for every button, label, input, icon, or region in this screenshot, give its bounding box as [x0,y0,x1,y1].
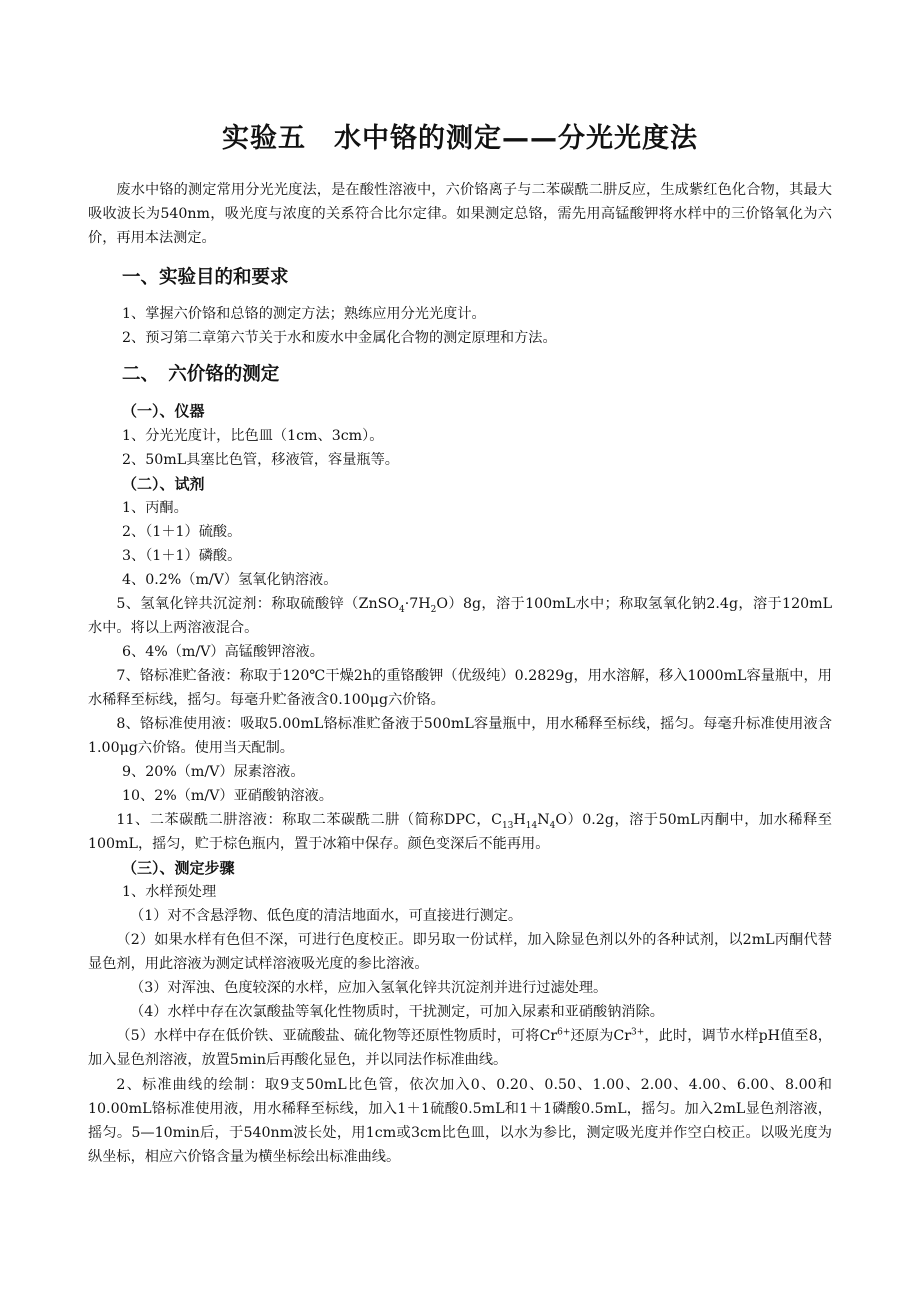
reagent-9: 9、20%（m/V）尿素溶液。 [122,764,305,780]
instrument-item-2: 2、50mL具塞比色管，移液管，容量瓶等。 [122,452,399,468]
step-2-standard-curve: 2、标准曲线的绘制：取9支50mL比色管，依次加入0、0.20、0.50、1.00、2.00、4.00、6.00、8.00和10.00mL铬标准使用液，用水稀释至标线，加入1＋1硫酸0.5mL和1＋1磷酸0.5mL，摇匀。加入2mL显色剂溶液，摇匀。5—10min后，于540nm波长处，用1cm或3cm比色皿，以水为参比，测定吸光度并作空白校正。以吸光度为纵坐标，相应六价铬含量为横坐标绘出标准曲线。 [88,1077,832,1165]
section1-item-1: 1、掌握六价铬和总铬的测定方法；熟练应用分光光度计。 [122,306,486,322]
reagents-heading: （二）、试剂 [122,475,205,493]
reagent-2: 2、（1＋1）硫酸。 [122,524,242,540]
instrument-item-1: 1、分光光度计，比色皿（1cm、3cm）。 [122,428,384,444]
reagent-4: 4、0.2%（m/V）氢氧化钠溶液。 [122,572,338,588]
section2-heading: 二、 六价铬的测定 [122,364,280,385]
section1-item-2: 2、预习第二章第六节关于水和废水中金属化合物的测定原理和方法。 [122,330,557,346]
reagent-3: 3、（1＋1）磷酸。 [122,548,242,564]
step-1-part-5: （5）水样中存在低价铁、亚硫酸盐、硫化物等还原性物质时，可将$Cr^{6+}$还原为$Cr^{3+}$，此时，调节水样pH值至8，加入显色剂溶液，放置5min后再酸化显色，并以同法作标准曲线。 [88,1027,832,1068]
reagent-10: 10、2%（m/V）亚硝酸钠溶液。 [122,788,333,804]
reagent-11: 11、二苯碳酰二肼溶液：称取二苯碳酰二肼（简称DPC，$C_{13}H_{14}N_4O)0.2g$，溶于50mL丙酮中，加水稀释至100mL，摇匀，贮于棕色瓶内，置于冰箱中保存。颜色变深后不能再用。 [88,812,832,852]
instruments-heading: （一）、仪器 [122,402,205,420]
reagent-5: 5、氢氧化锌共沉淀剂：称取硫酸锌$(ZnSO_4\cdot 7H_2O)8g$，溶于100mL水中；称取氢氧化钠2.4g，溶于120mL水中。将以上两溶液混合。 [88,596,833,636]
step-1-title: 1、水样预处理 [122,884,217,900]
section1-heading: 一、实验目的和要求 [122,267,289,288]
reagent-6: 6、4%（m/V）高锰酸钾溶液。 [122,644,324,660]
steps-heading: （三）、测定步骤 [122,859,235,877]
intro-paragraph: 废水中铬的测定常用分光光度法，是在酸性溶液中，六价铬离子与二苯碳酰二肼反应，生成紫红色化合物，其最大吸收波长为540nm，吸光度与浓度的关系符合比尔定律。如果测定总铬，需先用高锰酸钾将水样中的三价铬氧化为六价，再用本法测定。 [88,182,832,246]
step-1-part-1: （1）对不含悬浮物、低色度的清洁地面水，可直接进行测定。 [130,908,523,924]
reagent-7: 7、铬标准贮备液：称取于120℃干燥2h的重铬酸钾（优级纯）0.2829g，用水溶解，移入1000mL容量瓶中，用水稀释至标线，摇匀。每毫升贮备液含0.100μg六价铬。 [88,668,832,708]
step-1-part-3: （3）对浑浊、色度较深的水样，应加入氢氧化锌共沉淀剂并进行过滤处理。 [130,980,608,996]
page-title: 实验五 水中铬的测定——分光光度法 [222,123,698,154]
step-1-part-4: （4）水样中存在次氯酸盐等氧化性物质时，干扰测定，可加入尿素和亚硝酸钠消除。 [130,1004,664,1020]
step-1-part-2: （2）如果水样有色但不深，可进行色度校正。即另取一份试样，加入除显色剂以外的各种试剂，以2mL丙酮代替显色剂，用此溶液为测定试样溶液吸光度的参比溶液。 [88,932,832,972]
reagent-1: 1、丙酮。 [122,500,188,516]
reagent-8: 8、铬标准使用液：吸取5.00mL铬标准贮备液于500mL容量瓶中，用水稀释至标线，摇匀。每毫升标准使用液含1.00μg六价铬。使用当天配制。 [88,716,832,756]
